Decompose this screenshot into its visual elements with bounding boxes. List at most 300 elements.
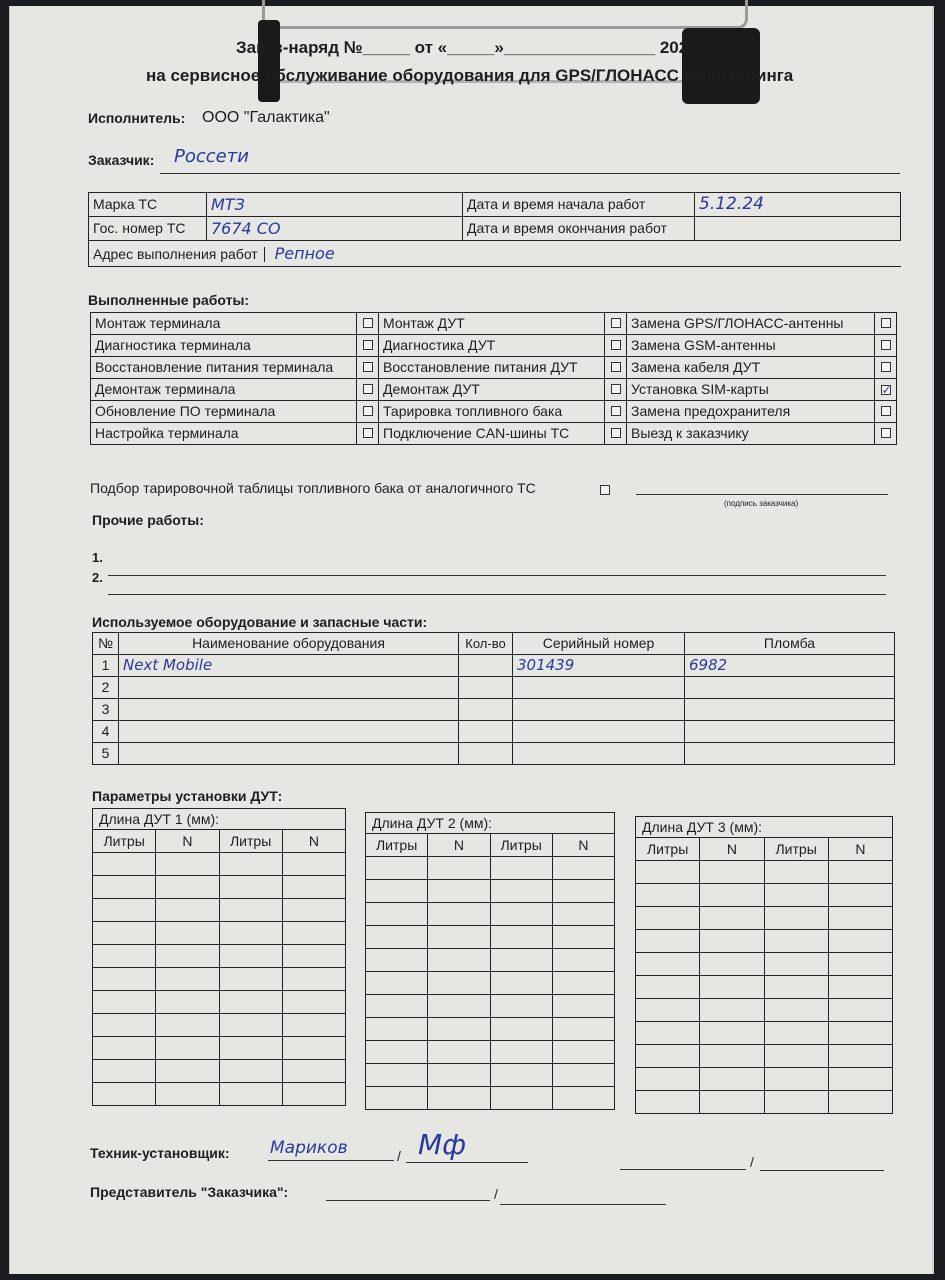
- dut-cell: [428, 1064, 490, 1087]
- dut-cell: [828, 884, 892, 907]
- work-left-3: Восстановление питания терминала: [91, 357, 357, 379]
- dut-row: [636, 861, 893, 884]
- other-work-2-label: 2.: [92, 570, 103, 585]
- dut-cell: [93, 968, 156, 991]
- dut-cell: [552, 1041, 614, 1064]
- dut-row: [93, 899, 346, 922]
- dut-row: [366, 995, 615, 1018]
- works-title: Выполненные работы:: [88, 292, 250, 308]
- equipment-title: Используемое оборудование и запасные части:: [92, 614, 428, 630]
- dut-cell: [93, 945, 156, 968]
- dut-cell: [428, 880, 490, 903]
- work-right-6: Выезд к заказчику: [627, 423, 875, 445]
- equipment-row: [93, 677, 895, 699]
- dut-row: [636, 1068, 893, 1091]
- vehicle-table: [88, 192, 901, 267]
- dut-cell: [700, 1068, 764, 1091]
- other-work-1-line: [108, 575, 886, 576]
- work-left-4: Демонтаж терминала: [91, 379, 357, 401]
- dut-cell: [700, 1091, 764, 1114]
- work-left-2-checkbox-cell: [357, 335, 379, 357]
- technician-signature: Мф: [418, 1128, 467, 1161]
- dut-cell: [282, 1060, 345, 1083]
- equipment-cell-name: [119, 677, 459, 699]
- work-left-2: Диагностика терминала: [91, 335, 357, 357]
- work-checkbox[interactable]: [363, 362, 373, 372]
- dut-row: [366, 949, 615, 972]
- work-right-2: Замена GSM-антенны: [627, 335, 875, 357]
- dut-cell: [428, 949, 490, 972]
- work-checkbox[interactable]: [363, 406, 373, 416]
- dut-row: [366, 903, 615, 926]
- equipment-header-no: №: [93, 633, 119, 655]
- start-value: 5.12.24: [695, 193, 901, 217]
- equipment-cell-seal: [685, 743, 895, 765]
- dut-row: [636, 1045, 893, 1068]
- dut-row: [366, 1064, 615, 1087]
- dut-row: [93, 1014, 346, 1037]
- dut-cell: [490, 903, 552, 926]
- dut-cell: [366, 926, 428, 949]
- work-checkbox[interactable]: [363, 384, 373, 394]
- dut-cell: [156, 968, 219, 991]
- other-work-2-line: [108, 594, 886, 595]
- technician-slash: /: [397, 1148, 401, 1164]
- dut-row: [93, 1037, 346, 1060]
- dut-cell: [490, 1018, 552, 1041]
- equipment-cell-name: [119, 743, 459, 765]
- work-checkbox[interactable]: [611, 406, 621, 416]
- equipment-row: [93, 721, 895, 743]
- equipment-cell-serial: [513, 699, 685, 721]
- dut-cell: [428, 857, 490, 880]
- work-left-5-checkbox-cell: [357, 401, 379, 423]
- dut-cell: [636, 1091, 700, 1114]
- work-right-1: Замена GPS/ГЛОНАСС-антенны: [627, 313, 875, 335]
- equipment-cell-n: 2: [93, 677, 119, 699]
- work-left-6-checkbox-cell: [357, 423, 379, 445]
- dut-cell: [366, 972, 428, 995]
- dut-cell: [552, 972, 614, 995]
- dut-cell: [490, 880, 552, 903]
- dut-cell: [700, 1045, 764, 1068]
- customer-label: Заказчик:: [88, 152, 155, 168]
- technician-name-line: [268, 1160, 394, 1161]
- equipment-cell-name: Next Mobile: [119, 655, 459, 677]
- equipment-table: [92, 632, 895, 765]
- dut-cell: [828, 1022, 892, 1045]
- equipment-row: [93, 699, 895, 721]
- dut-cell: [282, 853, 345, 876]
- work-left-5: Обновление ПО терминала: [91, 401, 357, 423]
- end-label: Дата и время окончания работ: [463, 217, 695, 241]
- work-right-6-checkbox-cell: [875, 423, 897, 445]
- extra-sign-line-2: [760, 1170, 884, 1171]
- dut-cell: [282, 1083, 345, 1106]
- dut-col-header: N: [428, 834, 490, 857]
- document-title: Заказ-наряд №_____ от «_____»________________ 2024: [236, 38, 698, 57]
- equipment-cell-seal: [685, 677, 895, 699]
- brand-value: МТЗ: [207, 193, 463, 217]
- customer-rep-slash: /: [494, 1186, 498, 1202]
- dut-cell: [828, 1045, 892, 1068]
- work-checkbox[interactable]: [881, 340, 891, 350]
- dut-cell: [700, 884, 764, 907]
- clipboard-clip: [262, 0, 748, 29]
- equipment-cell-n: 3: [93, 699, 119, 721]
- dut-table-title: Длина ДУТ 2 (мм):: [366, 813, 615, 834]
- work-mid-3-checkbox-cell: [605, 357, 627, 379]
- dut-cell: [490, 995, 552, 1018]
- dut-cell: [764, 1068, 828, 1091]
- dut-row: [366, 880, 615, 903]
- work-checkbox[interactable]: [881, 318, 891, 328]
- work-right-4-checkbox-cell: [875, 379, 897, 401]
- dut-cell: [700, 976, 764, 999]
- dut-cell: [764, 1045, 828, 1068]
- dut-cell: [490, 1064, 552, 1087]
- dut-cell: [282, 876, 345, 899]
- equipment-cell-name: [119, 699, 459, 721]
- dut-col-header: Литры: [490, 834, 552, 857]
- dut-cell: [219, 1060, 282, 1083]
- dut-cell: [490, 949, 552, 972]
- dut-cell: [552, 949, 614, 972]
- dut-cell: [156, 899, 219, 922]
- dut-col-header: Литры: [93, 830, 156, 853]
- dut-cell: [282, 1014, 345, 1037]
- customer-line: [160, 173, 900, 174]
- dut-row: [636, 999, 893, 1022]
- dut-cell: [828, 861, 892, 884]
- extra-sign-line-1: [620, 1169, 746, 1170]
- dut-row: [366, 1018, 615, 1041]
- dut-row: [93, 853, 346, 876]
- dut-row: [93, 1083, 346, 1106]
- work-mid-3: Восстановление питания ДУТ: [379, 357, 605, 379]
- dut-cell: [552, 995, 614, 1018]
- dut-table-title: Длина ДУТ 1 (мм):: [93, 809, 346, 830]
- dut-col-header: N: [828, 838, 892, 861]
- dut-cell: [156, 1083, 219, 1106]
- dut-cell: [428, 995, 490, 1018]
- equipment-cell-name: [119, 721, 459, 743]
- document-subtitle: на сервисное обслуживание оборудования для GPS/ГЛОНАСС мониторинга: [146, 66, 794, 85]
- equipment-header-serial: Серийный номер: [513, 633, 685, 655]
- equipment-cell-seal: 6982: [685, 655, 895, 677]
- address-label: Адрес выполнения работ: [93, 247, 265, 262]
- plate-label: Гос. номер ТС: [89, 217, 207, 241]
- equipment-cell-n: 1: [93, 655, 119, 677]
- end-value: [695, 217, 901, 241]
- signature-caption: (подпись заказчика): [724, 499, 799, 508]
- dut-cell: [552, 926, 614, 949]
- equipment-cell-serial: 301439: [513, 655, 685, 677]
- dut-cell: [636, 861, 700, 884]
- dut-cell: [490, 926, 552, 949]
- customer-rep-line-2: [500, 1204, 666, 1205]
- dut-cell: [156, 1037, 219, 1060]
- dut-cell: [219, 991, 282, 1014]
- work-right-2-checkbox-cell: [875, 335, 897, 357]
- dut-cell: [219, 1037, 282, 1060]
- dut-table-3: [635, 816, 893, 1114]
- dut-row: [366, 1087, 615, 1110]
- dut-cell: [219, 945, 282, 968]
- work-checkbox[interactable]: [611, 362, 621, 372]
- dut-cell: [552, 1018, 614, 1041]
- dut-col-header: N: [552, 834, 614, 857]
- work-checkbox[interactable]: [611, 428, 621, 438]
- dut-cell: [219, 1014, 282, 1037]
- dut-cell: [828, 930, 892, 953]
- dut-col-header: Литры: [764, 838, 828, 861]
- dut-cell: [156, 1060, 219, 1083]
- dut-cell: [156, 922, 219, 945]
- work-checkbox[interactable]: [611, 384, 621, 394]
- work-left-6: Настройка терминала: [91, 423, 357, 445]
- dut-cell: [219, 853, 282, 876]
- dut-row: [93, 876, 346, 899]
- dut-cell: [93, 1083, 156, 1106]
- dut-cell: [490, 1041, 552, 1064]
- dut-cell: [282, 922, 345, 945]
- equipment-header-seal: Пломба: [685, 633, 895, 655]
- dut-row: [366, 972, 615, 995]
- work-right-3-checkbox-cell: [875, 357, 897, 379]
- work-checkbox[interactable]: [363, 318, 373, 328]
- dut-cell: [828, 1068, 892, 1091]
- work-left-4-checkbox-cell: [357, 379, 379, 401]
- dut-cell: [764, 976, 828, 999]
- work-checkbox[interactable]: [881, 362, 891, 372]
- dut-table-title: Длина ДУТ 3 (мм):: [636, 817, 893, 838]
- dut-cell: [552, 1064, 614, 1087]
- dut-cell: [636, 1022, 700, 1045]
- work-mid-4-checkbox-cell: [605, 379, 627, 401]
- tariff-signature-line: [636, 494, 888, 495]
- dut-cell: [93, 899, 156, 922]
- equipment-cell-seal: [685, 721, 895, 743]
- dut-cell: [636, 999, 700, 1022]
- equipment-header-name: Наименование оборудования: [119, 633, 459, 655]
- dut-col-header: N: [700, 838, 764, 861]
- dut-cell: [93, 853, 156, 876]
- dut-cell: [366, 1041, 428, 1064]
- technician-label: Техник-установщик:: [90, 1145, 230, 1161]
- dut-cell: [428, 1041, 490, 1064]
- dut-cell: [93, 876, 156, 899]
- equipment-cell-qty: [459, 655, 513, 677]
- dut-row: [93, 991, 346, 1014]
- work-checkbox[interactable]: [881, 428, 891, 438]
- dut-cell: [828, 1091, 892, 1114]
- customer-rep-label: Представитель "Заказчика":: [90, 1184, 289, 1200]
- dut-cell: [828, 999, 892, 1022]
- dut-cell: [700, 930, 764, 953]
- dut-cell: [428, 926, 490, 949]
- equipment-cell-n: 4: [93, 721, 119, 743]
- dut-cell: [552, 903, 614, 926]
- dut-row: [93, 1060, 346, 1083]
- dut-cell: [700, 1022, 764, 1045]
- dut-row: [636, 907, 893, 930]
- executor-value: ООО "Галактика": [202, 109, 330, 126]
- equipment-cell-qty: [459, 677, 513, 699]
- technician-sign-line: [406, 1162, 528, 1163]
- equipment-cell-qty: [459, 721, 513, 743]
- dut-row: [636, 976, 893, 999]
- work-checkbox[interactable]: [611, 340, 621, 350]
- dut-cell: [428, 1018, 490, 1041]
- dut-cell: [764, 930, 828, 953]
- dut-row: [636, 930, 893, 953]
- work-mid-6-checkbox-cell: [605, 423, 627, 445]
- dut-cell: [636, 976, 700, 999]
- dut-cell: [490, 972, 552, 995]
- address-value: Репное: [274, 243, 335, 263]
- work-mid-2-checkbox-cell: [605, 335, 627, 357]
- dut-cell: [282, 968, 345, 991]
- dut-col-header: N: [282, 830, 345, 853]
- dut-cell: [156, 991, 219, 1014]
- dut-table-2: [365, 812, 615, 1110]
- dut-cell: [428, 1087, 490, 1110]
- brand-label: Марка ТС: [89, 193, 207, 217]
- equipment-cell-serial: [513, 721, 685, 743]
- dut-cell: [366, 1018, 428, 1041]
- dut-col-header: Литры: [636, 838, 700, 861]
- dut-row: [366, 1041, 615, 1064]
- work-right-1-checkbox-cell: [875, 313, 897, 335]
- dut-cell: [552, 1087, 614, 1110]
- equipment-header-qty: Кол-во: [459, 633, 513, 655]
- work-left-1-checkbox-cell: [357, 313, 379, 335]
- dut-cell: [219, 922, 282, 945]
- plate-value: 7674 СО: [207, 217, 463, 241]
- work-mid-5: Тарировка топливного бака: [379, 401, 605, 423]
- dut-cell: [366, 949, 428, 972]
- dut-cell: [366, 903, 428, 926]
- dut-cell: [764, 999, 828, 1022]
- equipment-row: [93, 655, 895, 677]
- dut-cell: [366, 857, 428, 880]
- dut-cell: [428, 972, 490, 995]
- other-work-1-label: 1.: [92, 550, 103, 565]
- work-checkbox[interactable]: [881, 406, 891, 416]
- work-checkbox[interactable]: [363, 428, 373, 438]
- dut-cell: [366, 1064, 428, 1087]
- dut-cell: [764, 861, 828, 884]
- other-works-title: Прочие работы:: [92, 512, 204, 528]
- work-mid-1: Монтаж ДУТ: [379, 313, 605, 335]
- work-right-3: Замена кабеля ДУТ: [627, 357, 875, 379]
- work-checkbox[interactable]: [611, 318, 621, 328]
- start-label: Дата и время начала работ: [463, 193, 695, 217]
- work-mid-6: Подключение CAN-шины ТС: [379, 423, 605, 445]
- executor-label: Исполнитель:: [88, 110, 186, 126]
- dut-cell: [93, 922, 156, 945]
- work-checkbox[interactable]: [363, 340, 373, 350]
- dut-cell: [828, 953, 892, 976]
- dut-cell: [219, 876, 282, 899]
- equipment-cell-serial: [513, 743, 685, 765]
- dut-cell: [156, 853, 219, 876]
- work-mid-5-checkbox-cell: [605, 401, 627, 423]
- dut-cell: [219, 1083, 282, 1106]
- dut-cell: [636, 1068, 700, 1091]
- dut-row: [93, 945, 346, 968]
- dut-cell: [156, 1014, 219, 1037]
- work-right-5: Замена предохранителя: [627, 401, 875, 423]
- dut-cell: [156, 876, 219, 899]
- work-mid-4: Демонтаж ДУТ: [379, 379, 605, 401]
- dut-cell: [700, 907, 764, 930]
- dut-cell: [366, 1087, 428, 1110]
- work-left-1: Монтаж терминала: [91, 313, 357, 335]
- dut-cell: [366, 995, 428, 1018]
- dut-cell: [764, 1091, 828, 1114]
- equipment-row: [93, 743, 895, 765]
- tariff-checkbox[interactable]: [600, 485, 610, 495]
- work-mid-2: Диагностика ДУТ: [379, 335, 605, 357]
- work-right-4: Установка SIM-карты: [627, 379, 875, 401]
- dut-cell: [490, 857, 552, 880]
- dut-cell: [636, 953, 700, 976]
- dut-cell: [156, 945, 219, 968]
- dut-cell: [700, 999, 764, 1022]
- dut-row: [636, 953, 893, 976]
- tariff-text: Подбор тарировочной таблицы топливного бака от аналогичного ТС: [90, 480, 536, 496]
- work-checkbox-checked[interactable]: ✓: [881, 383, 892, 397]
- dut-cell: [93, 1060, 156, 1083]
- dut-col-header: Литры: [366, 834, 428, 857]
- dut-col-header: N: [156, 830, 219, 853]
- equipment-cell-qty: [459, 699, 513, 721]
- dut-col-header: Литры: [219, 830, 282, 853]
- dut-cell: [636, 930, 700, 953]
- dut-row: [636, 1091, 893, 1114]
- dut-cell: [366, 880, 428, 903]
- dut-row: [93, 922, 346, 945]
- dut-cell: [636, 884, 700, 907]
- dut-cell: [552, 880, 614, 903]
- dut-cell: [700, 861, 764, 884]
- dut-cell: [93, 1014, 156, 1037]
- dut-row: [636, 884, 893, 907]
- work-mid-1-checkbox-cell: [605, 313, 627, 335]
- dut-cell: [219, 899, 282, 922]
- dut-cell: [764, 884, 828, 907]
- dut-cell: [828, 976, 892, 999]
- dut-row: [366, 857, 615, 880]
- dut-row: [366, 926, 615, 949]
- dut-cell: [282, 899, 345, 922]
- equipment-cell-n: 5: [93, 743, 119, 765]
- dut-cell: [282, 1037, 345, 1060]
- dut-cell: [93, 991, 156, 1014]
- dut-cell: [219, 968, 282, 991]
- dut-row: [636, 1022, 893, 1045]
- dut-cell: [490, 1087, 552, 1110]
- dut-cell: [700, 953, 764, 976]
- dut-cell: [764, 1022, 828, 1045]
- dut-cell: [828, 907, 892, 930]
- dut-row: [93, 968, 346, 991]
- work-left-3-checkbox-cell: [357, 357, 379, 379]
- extra-slash: /: [750, 1154, 754, 1170]
- equipment-cell-seal: [685, 699, 895, 721]
